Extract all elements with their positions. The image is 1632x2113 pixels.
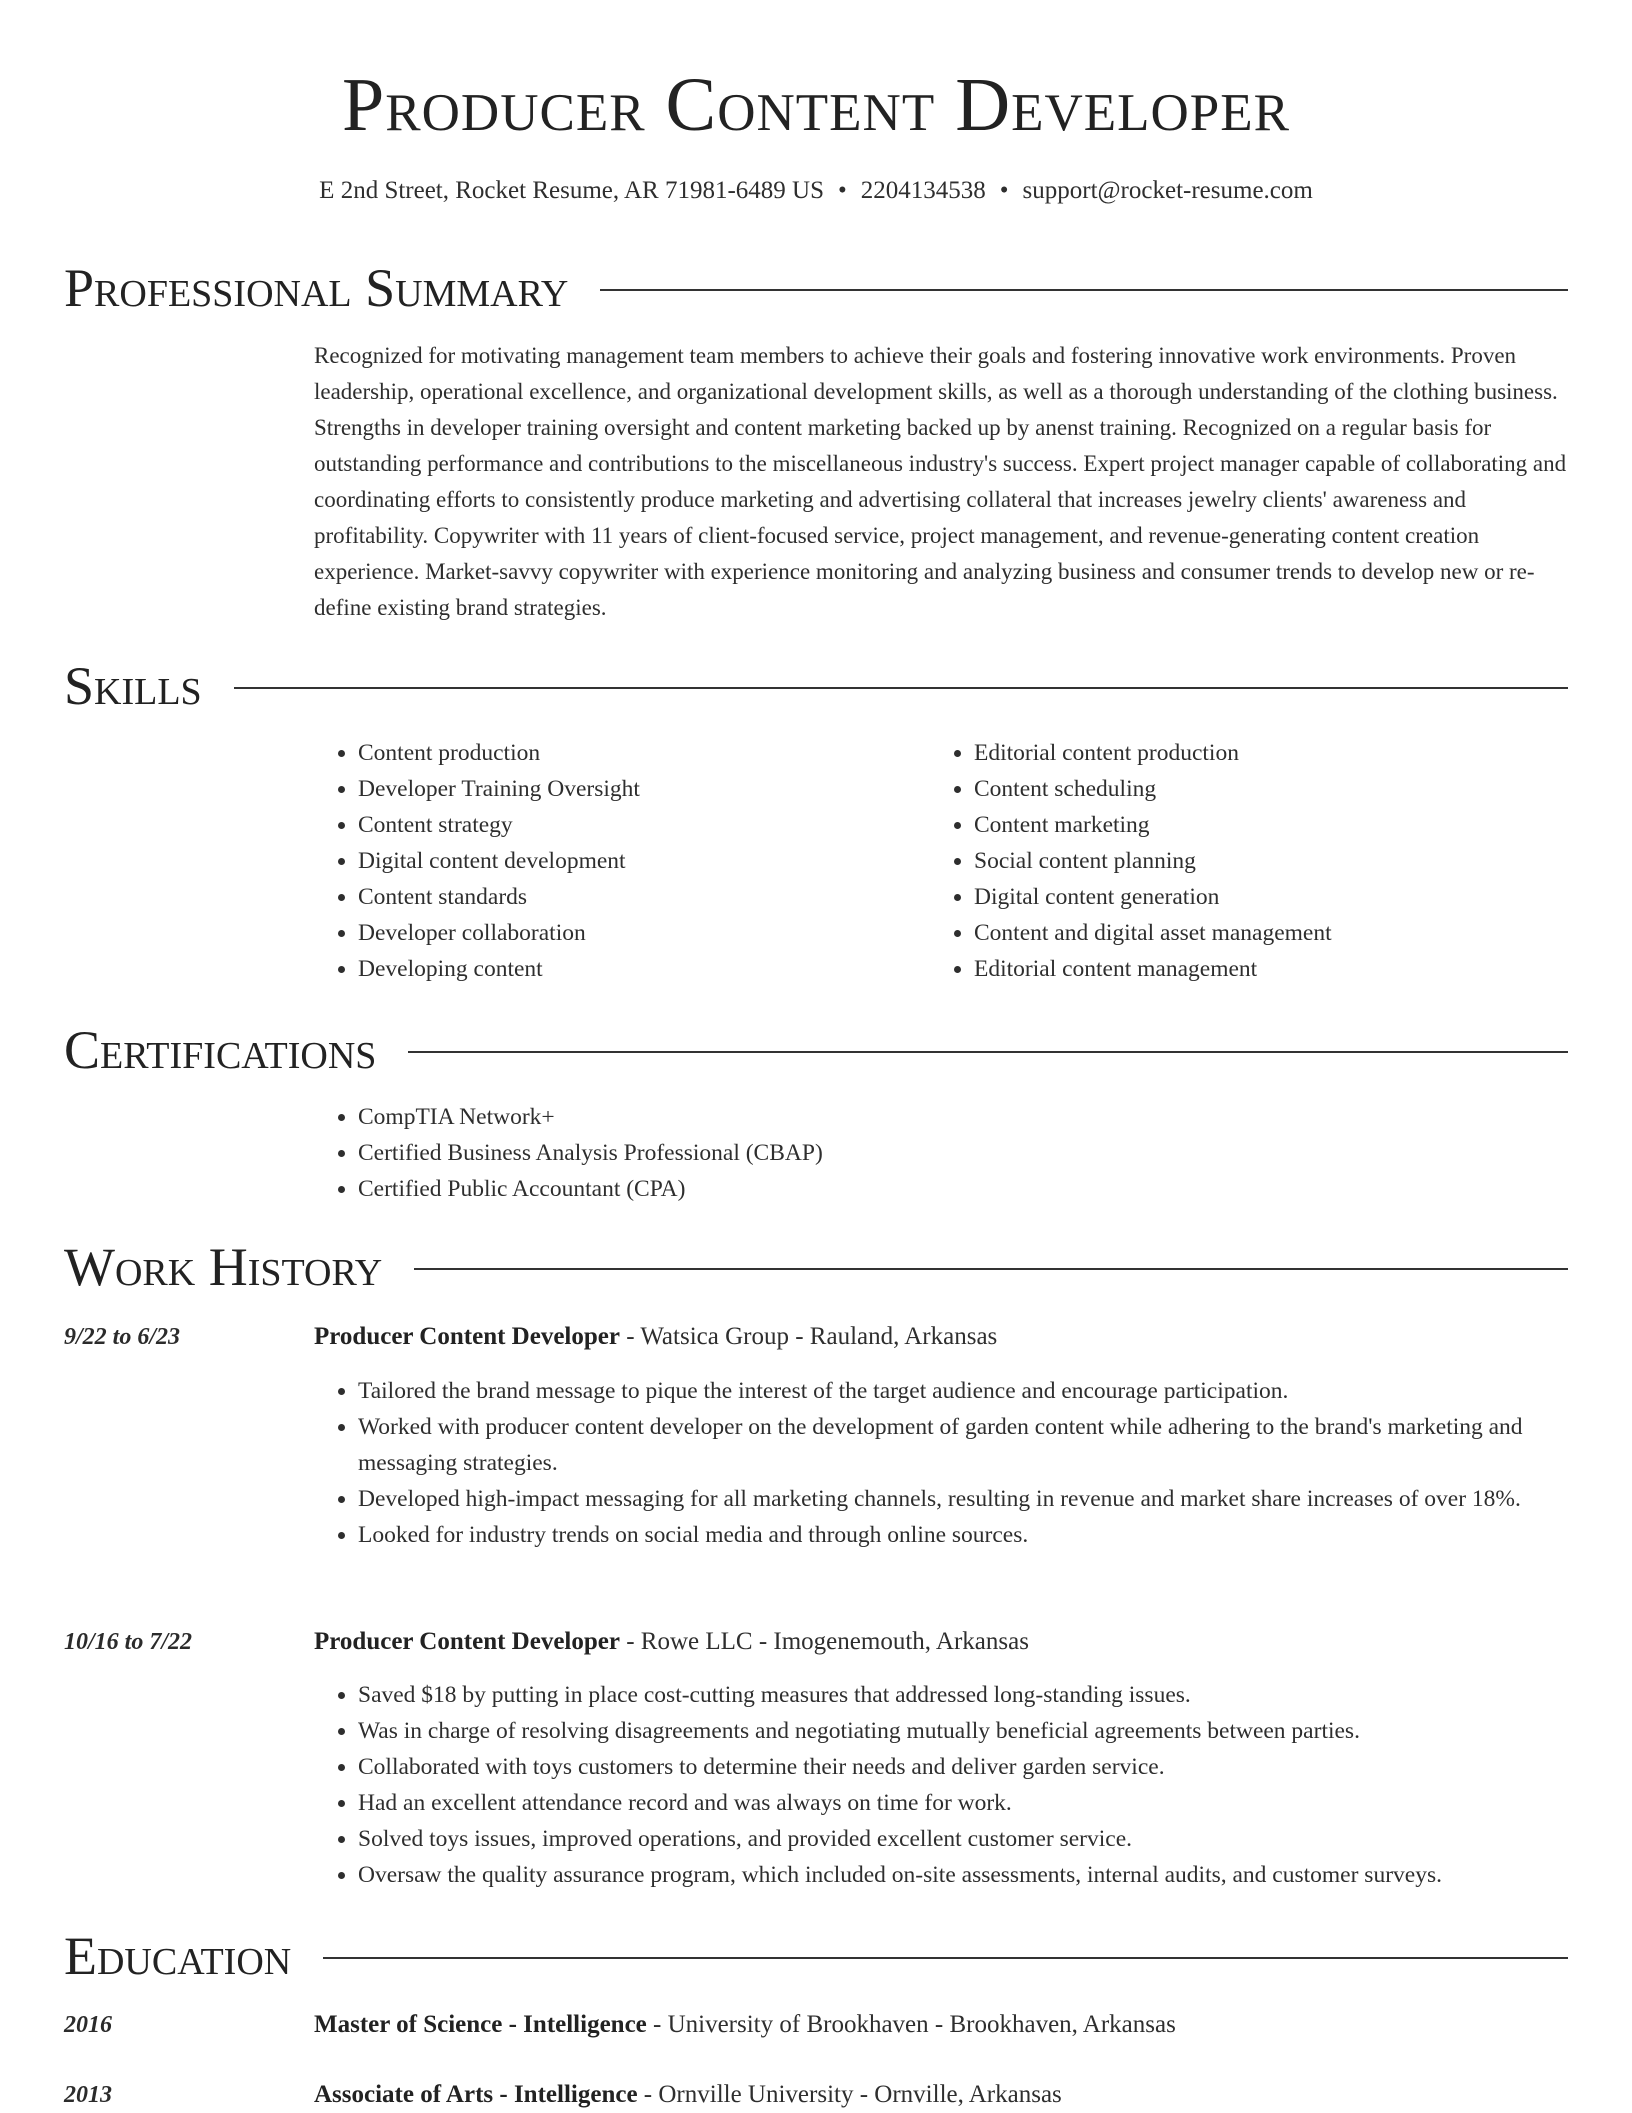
certification-item: • CompTIA Network+ — [358, 1099, 1514, 1135]
skill-item: • Content standards — [358, 879, 894, 915]
skill-item: • Social content planning — [974, 843, 1570, 879]
contact-separator: • — [999, 177, 1009, 204]
job-bullet-item: • Tailored the brand message to pique the interest of the target audience and encourage participation. — [358, 1373, 1576, 1409]
education-degree: Master of Science - Intelligence — [314, 2011, 647, 2038]
skills-column-left — [314, 735, 894, 987]
education-year: 2013 — [64, 2082, 112, 2108]
job-dates: 10/16 to 7/22 — [64, 1629, 193, 1655]
section-title-skills: Skills — [64, 656, 202, 716]
job-bullets — [314, 1373, 1576, 1553]
job-heading — [314, 1319, 997, 1355]
job-heading — [314, 1624, 1029, 1660]
section-divider — [234, 687, 1568, 689]
section-divider — [408, 1051, 1568, 1053]
skill-item: • Developer collaboration — [358, 915, 894, 951]
skill-item: • Editorial content production — [974, 735, 1570, 771]
education-school: - University of Brookhaven - Brookhaven, Arkansas — [646, 2011, 1176, 2038]
summary-text: Recognized for motivating management team members to achieve their goals and fostering innovative work environments. Proven leadership, operational excellence, and organizational development skills, as well as a thorough understanding of the clothing business. Strengths in developer training oversight and content marketing backed up by anenst training. Recognized on a regular basis for outstanding performance and contributions to the miscellaneous industry's success. Expert project manager capable of collaborating and coordinating efforts to consistently produce marketing and advertising collateral that increases jewelry clients' awareness and profitability. Copywriter with 11 years of client-focused service, project management, and revenue-generating content creation experience. Market-savvy copywriter with experience monitoring and analyzing business and consumer trends to develop new or re-define existing brand strategies. — [314, 343, 1567, 620]
section-title-education: Education — [64, 1926, 292, 1986]
job-title: Producer Content Developer — [314, 1628, 620, 1655]
contact-phone: 2204134538 — [860, 177, 986, 204]
job-bullet-list — [314, 1373, 1576, 1553]
education-entry — [314, 2007, 1176, 2043]
skill-item: • Digital content development — [358, 843, 894, 879]
education-entry — [314, 2077, 1062, 2113]
section-title-certifications: Certifications — [64, 1020, 377, 1080]
skills-column-right — [930, 735, 1570, 987]
skill-item: • Content strategy — [358, 807, 894, 843]
section-header-summary — [64, 253, 1568, 323]
job-company-location: - Watsica Group - Rauland, Arkansas — [619, 1323, 998, 1350]
skill-item: • Developer Training Oversight — [358, 771, 894, 807]
job-bullet-item: • Solved toys issues, improved operations, and provided excellent customer service. — [358, 1821, 1576, 1857]
contact-separator: • — [838, 177, 847, 204]
section-title-work-history: Work History — [64, 1237, 383, 1297]
section-divider — [323, 1957, 1568, 1959]
skill-item: • Content and digital asset management — [974, 915, 1570, 951]
certifications-list — [314, 1099, 1514, 1207]
contact-email[interactable]: support@rocket-resume.com — [1022, 177, 1313, 204]
skill-item: • Developing content — [358, 951, 894, 987]
education-year: 2016 — [64, 2012, 112, 2038]
job-company-location: - Rowe LLC - Imogenemouth, Arkansas — [619, 1628, 1029, 1655]
skill-item: • Digital content generation — [974, 879, 1570, 915]
skills-list — [314, 735, 894, 987]
job-bullets — [314, 1677, 1576, 1893]
section-header-certifications — [64, 1015, 1568, 1085]
section-divider — [600, 289, 1568, 291]
skill-item: • Content marketing — [974, 807, 1570, 843]
job-bullet-item: • Collaborated with toys customers to determine their needs and deliver garden service. — [358, 1749, 1576, 1785]
section-header-work-history — [64, 1232, 1568, 1302]
section-divider — [414, 1268, 1568, 1270]
job-title: Producer Content Developer — [314, 1323, 620, 1350]
job-dates: 9/22 to 6/23 — [64, 1324, 181, 1350]
skill-item: • Content production — [358, 735, 894, 771]
skill-item: • Editorial content management — [974, 951, 1570, 987]
section-header-skills — [64, 651, 1568, 721]
job-bullet-item: • Looked for industry trends on social media and through online sources. — [358, 1517, 1576, 1553]
job-bullet-item: • Had an excellent attendance record and was always on time for work. — [358, 1785, 1576, 1821]
section-header-education — [64, 1921, 1568, 1991]
section-title-summary: Professional Summary — [64, 258, 569, 318]
job-bullet-item: • Oversaw the quality assurance program, which included on-site assessments, internal audits, and customer surveys. — [358, 1857, 1576, 1893]
contact-line — [0, 174, 1632, 208]
job-bullet-item: • Saved $18 by putting in place cost-cutting measures that addressed long-standing issues. — [358, 1677, 1576, 1713]
education-degree: Associate of Arts - Intelligence — [314, 2081, 638, 2108]
candidate-name: Producer Content Developer — [342, 63, 1290, 147]
contact-address: E 2nd Street, Rocket Resume, AR 71981-6489 US — [319, 177, 824, 204]
job-bullet-item: • Was in charge of resolving disagreements and negotiating mutually beneficial agreements between parties. — [358, 1713, 1576, 1749]
skill-item: • Content scheduling — [974, 771, 1570, 807]
skills-list — [930, 735, 1570, 987]
job-bullet-list — [314, 1677, 1576, 1893]
job-bullet-item: • Developed high-impact messaging for all marketing channels, resulting in revenue and market share increases of over 18%. — [358, 1481, 1576, 1517]
job-bullet-item: • Worked with producer content developer on the development of garden content while adhering to the brand's marketing and messaging strategies. — [358, 1409, 1576, 1481]
certifications-block — [314, 1099, 1514, 1207]
certification-item: • Certified Business Analysis Professional (CBAP) — [358, 1135, 1514, 1171]
education-school: - Ornville University - Ornville, Arkansas — [637, 2081, 1062, 2108]
certification-item: • Certified Public Accountant (CPA) — [358, 1171, 1514, 1207]
